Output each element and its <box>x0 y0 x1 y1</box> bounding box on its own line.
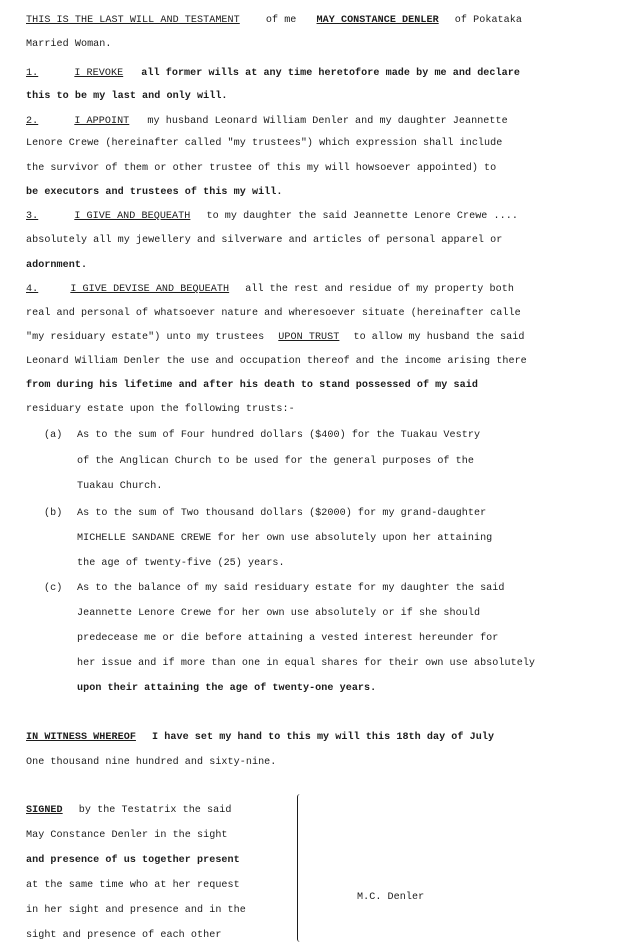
clause-2-line-4: be executors and trustees of this my will. <box>26 187 283 198</box>
trust-b-line-2: MICHELLE SANDANE CREWE for her own use absolutely upon her attaining <box>77 533 493 544</box>
clause-4-text: all the rest and residue of my property both <box>245 284 514 295</box>
clause-2-line-2: Lenore Crewe (hereinafter called "my trustees") which expression shall include <box>26 138 503 149</box>
attestation-line-6: sight and presence of each other <box>26 930 222 941</box>
will-heading: THIS IS THE LAST WILL AND TESTAMENT <box>26 15 240 26</box>
clause-4-keyword: I GIVE DEVISE AND BEQUEATH <box>70 284 230 295</box>
clause-4-line-6: residuary estate upon the following trusts:- <box>26 404 295 415</box>
clause-4-text-3: "my residuary estate") unto my trustees <box>26 332 265 343</box>
witness-line-2: One thousand nine hundred and sixty-nine. <box>26 757 277 768</box>
signed-keyword: SIGNED <box>26 805 63 816</box>
clause-2-keyword: I APPOINT <box>74 116 130 127</box>
clause-4-text-3b: to allow my husband the said <box>353 332 525 343</box>
clause-4-line-3 <box>26 331 525 344</box>
trust-a-label: (a) <box>44 430 63 441</box>
witness-keyword: IN WITNESS WHEREOF <box>26 732 136 743</box>
clause-1-line-1 <box>26 67 520 80</box>
trust-b-line-1: As to the sum of Two thousand dollars ($2000) for my grand-daughter <box>77 508 487 519</box>
attestation-line-2: May Constance Denler in the sight <box>26 830 228 841</box>
trust-c-label: (c) <box>44 583 63 594</box>
clause-3-line-3: adornment. <box>26 260 88 271</box>
testatrix-name: MAY CONSTANCE DENLER <box>316 15 439 26</box>
intro-line-1 <box>26 14 522 27</box>
clause-3-line-1 <box>26 210 518 223</box>
clause-4-line-2: real and personal of whatsoever nature and wheresoever situate (hereinafter calle <box>26 308 521 319</box>
clause-3-text: to my daughter the said Jeannette Lenore Crewe .... <box>206 211 518 222</box>
witness-line-1 <box>26 731 494 744</box>
intro-line-2: Married Woman. <box>26 39 112 50</box>
witness-text: I have set my hand to this my will this 18th day of July <box>152 732 495 743</box>
attestation-line-4: at the same time who at her request <box>26 880 240 891</box>
attestation-brace <box>297 794 306 942</box>
clause-4-number: 4. <box>26 284 39 295</box>
clause-3-keyword: I GIVE AND BEQUEATH <box>74 211 191 222</box>
clause-1-line-2: this to be my last and only will. <box>26 91 228 102</box>
trust-c-line-4: her issue and if more than one in equal shares for their own use absolutely <box>77 658 536 669</box>
trust-c-line-5: upon their attaining the age of twenty-one years. <box>77 683 377 694</box>
trust-c-line-3: predecease me or die before attaining a vested interest hereunder for <box>77 633 499 644</box>
clause-2-number: 2. <box>26 116 39 127</box>
clause-2-text: my husband Leonard William Denler and my daughter Jeannette <box>147 116 508 127</box>
of-me-text: of me <box>265 15 297 26</box>
testatrix-signature: M.C. Denler <box>357 892 425 903</box>
upon-trust-text: UPON TRUST <box>278 332 340 343</box>
clause-4-line-5: from during his lifetime and after his death to stand possessed of my said <box>26 380 478 391</box>
clause-1-number: 1. <box>26 68 39 79</box>
trust-b-label: (b) <box>44 508 63 519</box>
attestation-line-5: in her sight and presence and in the <box>26 905 246 916</box>
trust-a-line-1: As to the sum of Four hundred dollars ($400) for the Tuakau Vestry <box>77 430 481 441</box>
attestation-text-1: by the Testatrix the said <box>78 805 232 816</box>
trust-b-line-3: the age of twenty-five (25) years. <box>77 558 285 569</box>
clause-2-line-1 <box>26 115 508 128</box>
clause-2-line-3: the survivor of them or other trustee of this my will howsoever appointed) to <box>26 163 497 174</box>
clause-3-line-2: absolutely all my jewellery and silverware and articles of personal apparel or <box>26 235 503 246</box>
attestation-line-3: and presence of us together present <box>26 855 240 866</box>
clause-4-line-1 <box>26 283 514 296</box>
clause-1-text: all former wills at any time heretofore made by me and declare <box>141 68 520 79</box>
trust-a-line-2: of the Anglican Church to be used for the general purposes of the <box>77 456 474 467</box>
of-place-text: of Pokataka <box>454 15 522 26</box>
clause-3-number: 3. <box>26 211 39 222</box>
attestation-line-1 <box>26 804 231 817</box>
trust-c-line-2: Jeannette Lenore Crewe for her own use absolutely or if she should <box>77 608 481 619</box>
trust-c-line-1: As to the balance of my said residuary estate for my daughter the said <box>77 583 505 594</box>
clause-4-line-4: Leonard William Denler the use and occupation thereof and the income arising there <box>26 356 527 367</box>
clause-1-keyword: I REVOKE <box>74 68 124 79</box>
trust-a-line-3: Tuakau Church. <box>77 481 163 492</box>
